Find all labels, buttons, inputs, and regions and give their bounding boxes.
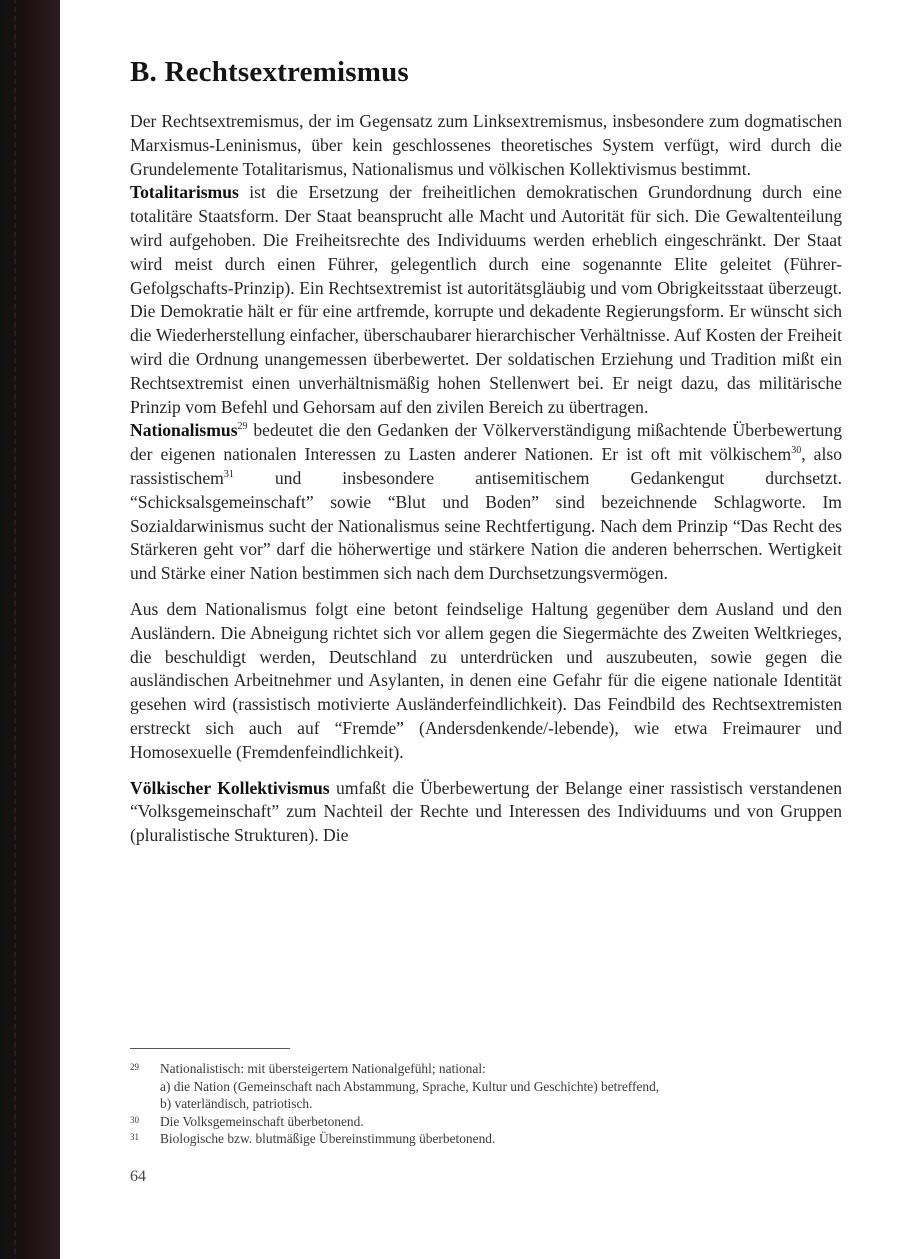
- term-kollektivismus: Völkischer Kollektivismus: [130, 777, 330, 798]
- paragraph-ausland: Aus dem Nationalismus folgt eine betont feindselige Haltung gegenüber dem Ausland und den Ausländern. Die Abneigung richtet sich vor allem gegen die Siegermächte des Zweiten Weltkrieges, die beschuldigt werden, Deutschland zu unterdrücken und auszubeuten, sowie gegen die ausländischen Arbeitnehmer und Asylanten, in denen eine Gefahr für die eigene nationale Identität gesehen wird (rassistisch motivierte Ausländerfeindlichkeit). Das Feindbild des Rechtsextremisten erstreckt sich auch auf “Fremde” (Andersdenkende/-lebende), wie etwa Freimaurer und Homosexuelle (Fremdenfeindlichkeit).: [130, 598, 842, 762]
- footnote-ref-30[interactable]: 30: [791, 445, 802, 457]
- footnote-29-a: a) die Nation (Gemeinschaft nach Abstammung, Sprache, Kultur und Geschichte) betreffend,: [160, 1078, 660, 1094]
- paragraph-totalitarismus: [130, 181, 842, 419]
- nationalismus-text-b: , also rassistischem: [130, 444, 843, 488]
- term-totalitarismus: Totalitarismus: [130, 182, 239, 203]
- body-text: [130, 110, 842, 848]
- footnote-29: [130, 1060, 842, 1078]
- footnote-30-text: Die Volksgemeinschaft überbetonend.: [160, 1113, 364, 1129]
- totalitarismus-text: ist die Ersetzung der freiheitlichen demokratischen Grundordnung durch eine totalitäre Staatsform. Der Staat beansprucht alle Macht und Autorität für sich. Die Gewaltenteilung wird aufgehoben. Die Freiheitsrechte des Individuums werden erheblich eingeschränkt. Der Staat wird meist durch einen Führer, gelegentlich durch eine sogenannte Elite geleitet (Führer-Gefolgschafts-Prinzip). Ein Rechtsextremist ist autoritätsgläubig und vom Obrigkeitsstaat überzeugt. Die Demokratie hält er für eine artfremde, korrupte und dekadente Regierungsform. Er wünscht sich die Wiederherstellung einfacher, überschaubarer hierarchischer Verhältnisse. Auf Kosten der Freiheit wird die Ordnung unangemessen überbewertet. Der soldatischen Erziehung und Tradition mißt ein Rechtsextremist einen unverhältnismäßig hohen Stellenwert bei. Er neigt dazu, das militärische Prinzip vom Befehl und Gehorsam auf den zivilen Bereich zu übertragen.: [130, 182, 842, 417]
- footnote-29-b: b) vaterländisch, patriotisch.: [160, 1096, 313, 1111]
- paragraph-intro: Der Rechtsextremismus, der im Gegensatz zum Linksextremismus, insbesondere zum dogmatischen Marxismus-Leninismus, über kein geschlossenes theoretisches System verfügt, wird durch die Grundelemente Totalitarismus, Nationalismus und völkischen Kollektivismus bestimmt.: [130, 111, 842, 179]
- footnote-31-number: 31: [130, 1132, 139, 1142]
- footnotes: [130, 1060, 842, 1148]
- section-heading: B. Rechtsextremismus: [130, 56, 409, 88]
- footnote-29-text: Nationalistisch: mit übersteigertem Nationalgefühl; national:: [160, 1061, 486, 1076]
- page-number: 64: [130, 1168, 146, 1185]
- term-nationalismus: Nationalismus: [130, 420, 238, 441]
- document-page: [130, 50, 842, 1240]
- nationalismus-text-c: und insbesondere antisemitischem Gedankengut durchsetzt. “Schicksalsgemeinschaft” sowie “Blut und Boden” sind bezeichnende Schlagworte. Im Sozialdarwinismus sucht der Nationalismus seine Rechtfertigung. Nach dem Prinzip “Das Recht des Stärkeren geht vor” darf die höherwertige und stärkere Nation die anderen beherrschen. Wertigkeit und Stärke einer Nation bestimmen sich nach dem Durchsetzungsvermögen.: [130, 467, 842, 584]
- footnote-ref-31[interactable]: 31: [223, 469, 234, 481]
- footnote-29-number: 29: [130, 1062, 139, 1072]
- footnote-divider: [130, 1048, 290, 1049]
- footnote-30-number: 30: [130, 1114, 139, 1125]
- footnote-31-text: Biologische bzw. blutmäßige Übereinstimmung überbetonend.: [160, 1131, 496, 1146]
- footnote-30: [130, 1113, 842, 1131]
- footnote-ref-29[interactable]: 29: [237, 421, 248, 433]
- book-binding-edge: [0, 0, 60, 1259]
- nationalismus-text-a: bedeutet die den Gedanken der Völkerverständigung mißachtende Überbewertung der eigenen nationalen Interessen zu Lasten anderer Nationen. Er ist oft mit völkischem: [130, 420, 842, 465]
- paragraph-nationalismus: [130, 419, 842, 586]
- footnote-31: [130, 1130, 842, 1148]
- paragraph-kollektivismus: [130, 777, 842, 848]
- kollektivismus-text: umfaßt die Überbewertung der Belange einer rassistisch verstandenen “Volksgemeinschaft” zum Nachteil der Rechte und Interessen des Individuums und von Gruppen (pluralistische Strukturen). Die: [130, 777, 842, 846]
